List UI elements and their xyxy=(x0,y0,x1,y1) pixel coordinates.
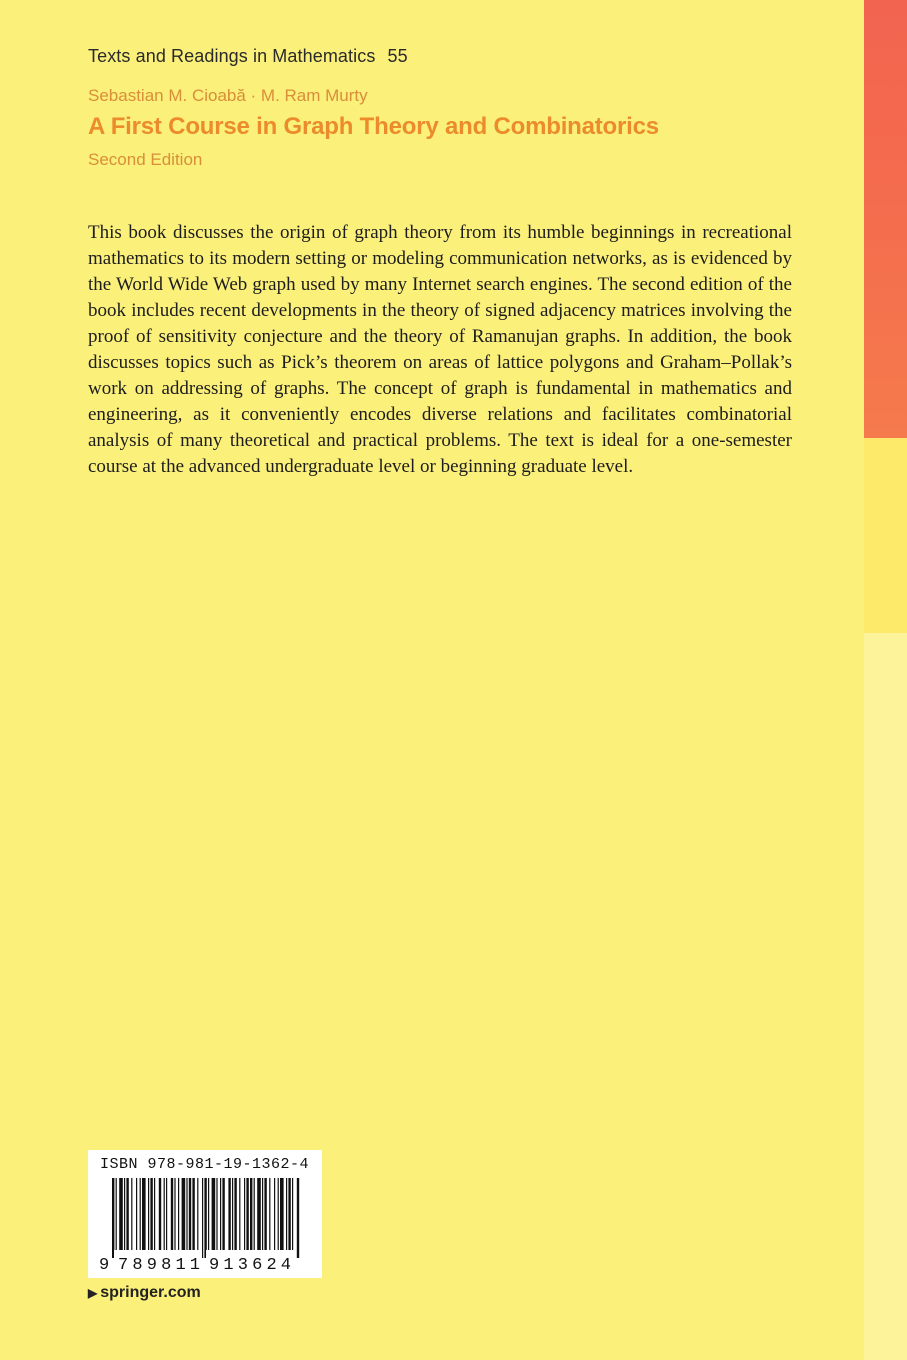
barcode-bar xyxy=(232,1178,233,1250)
barcode-bar xyxy=(208,1178,209,1250)
barcode-right-digits: 913624 xyxy=(209,1256,291,1275)
barcode-bar xyxy=(182,1178,186,1250)
series-line xyxy=(88,46,408,67)
barcode-bar xyxy=(222,1178,224,1250)
barcode-bar xyxy=(269,1178,270,1250)
isbn-barcode-box xyxy=(88,1150,322,1278)
barcode-bar xyxy=(216,1178,217,1250)
barcode-bar xyxy=(212,1178,216,1250)
barcode-bar xyxy=(274,1178,275,1250)
barcode-bar xyxy=(119,1178,123,1250)
book-description: This book discusses the origin of graph theory from its humble beginnings in recreational mathematics to its modern setting or modeling communication networks, as is evidenced by the World Wide Web graph used by many Internet search engines. The second edition of the book includes recent developments in the theory of signed adjacency matrices involving the proof of sensitivity conjecture and the theory of Ramanujan graphs. In addition, the book discusses topics such as Pick’s theorem on areas of lattice polygons and Graham–Pollak’s work on addressing of graphs. The concept of graph is fundamental in mathematics and engineering, as it conveniently encodes diverse relations and facilitates combinatorial analysis of many theoretical and practical problems. The text is ideal for a one-semester course at the advanced undergraduate level or beginning graduate level. xyxy=(88,222,792,477)
barcode-bar xyxy=(197,1178,198,1250)
barcode-bar xyxy=(171,1178,173,1250)
barcode-left-digits: 789811 xyxy=(118,1256,200,1275)
spine-yellow-band xyxy=(864,438,907,633)
authors: Sebastian M. Cioabă · M. Ram Murty xyxy=(88,86,368,105)
barcode-bar xyxy=(246,1178,248,1250)
series-number: 55 xyxy=(387,46,408,66)
barcode-bar xyxy=(164,1178,165,1250)
barcode-bar xyxy=(286,1178,287,1250)
barcode-bar xyxy=(262,1178,263,1250)
barcode-bar xyxy=(116,1178,117,1258)
barcode-bar xyxy=(112,1178,114,1258)
barcode-bar xyxy=(278,1178,279,1250)
barcode-bar xyxy=(124,1178,125,1250)
barcode-bar xyxy=(239,1178,240,1250)
barcode-bar xyxy=(174,1178,175,1250)
barcode-bars xyxy=(112,1178,299,1258)
barcode-bar xyxy=(142,1178,146,1250)
barcode-bar xyxy=(228,1178,230,1250)
publisher-link[interactable] xyxy=(88,1284,201,1302)
barcode-bar xyxy=(254,1178,255,1250)
barcode-bar xyxy=(126,1178,128,1250)
barcode-bar xyxy=(192,1178,194,1250)
barcode-bar xyxy=(202,1178,203,1258)
barcode-bar xyxy=(186,1178,187,1250)
spine-pale-band xyxy=(864,633,907,1360)
barcode-bar xyxy=(189,1178,191,1250)
barcode-bar xyxy=(280,1178,284,1250)
publisher-url: springer.com xyxy=(100,1284,201,1301)
barcode-bar xyxy=(166,1178,167,1250)
barcode-lead-digit: 9 xyxy=(99,1256,110,1275)
barcode-bar xyxy=(159,1178,161,1250)
barcode-bar xyxy=(136,1178,137,1250)
spine-red-band xyxy=(864,0,907,438)
barcode-bar xyxy=(204,1178,206,1258)
barcode-bar xyxy=(154,1178,155,1250)
barcode-bar xyxy=(250,1178,252,1250)
barcode-bar xyxy=(292,1178,293,1250)
series-name: Texts and Readings in Mathematics xyxy=(88,46,376,66)
barcode-bar xyxy=(257,1178,261,1250)
book-title: A First Course in Graph Theory and Combinatorics xyxy=(88,113,659,140)
barcode-bar xyxy=(264,1178,266,1250)
barcode-bar xyxy=(244,1178,245,1250)
isbn-label: ISBN 978-981-19-1362-4 xyxy=(100,1156,310,1173)
barcode-bar xyxy=(220,1178,221,1250)
edition: Second Edition xyxy=(88,150,203,169)
barcode-bar xyxy=(178,1178,179,1250)
barcode-bar xyxy=(140,1178,141,1250)
barcode-bar xyxy=(150,1178,152,1250)
barcode-bar xyxy=(234,1178,236,1250)
barcode-bar xyxy=(148,1178,149,1250)
barcode-bar xyxy=(131,1178,132,1250)
play-arrow-icon: ▶ xyxy=(88,1286,98,1300)
barcode-bar xyxy=(288,1178,290,1250)
barcode-bar xyxy=(297,1178,299,1258)
